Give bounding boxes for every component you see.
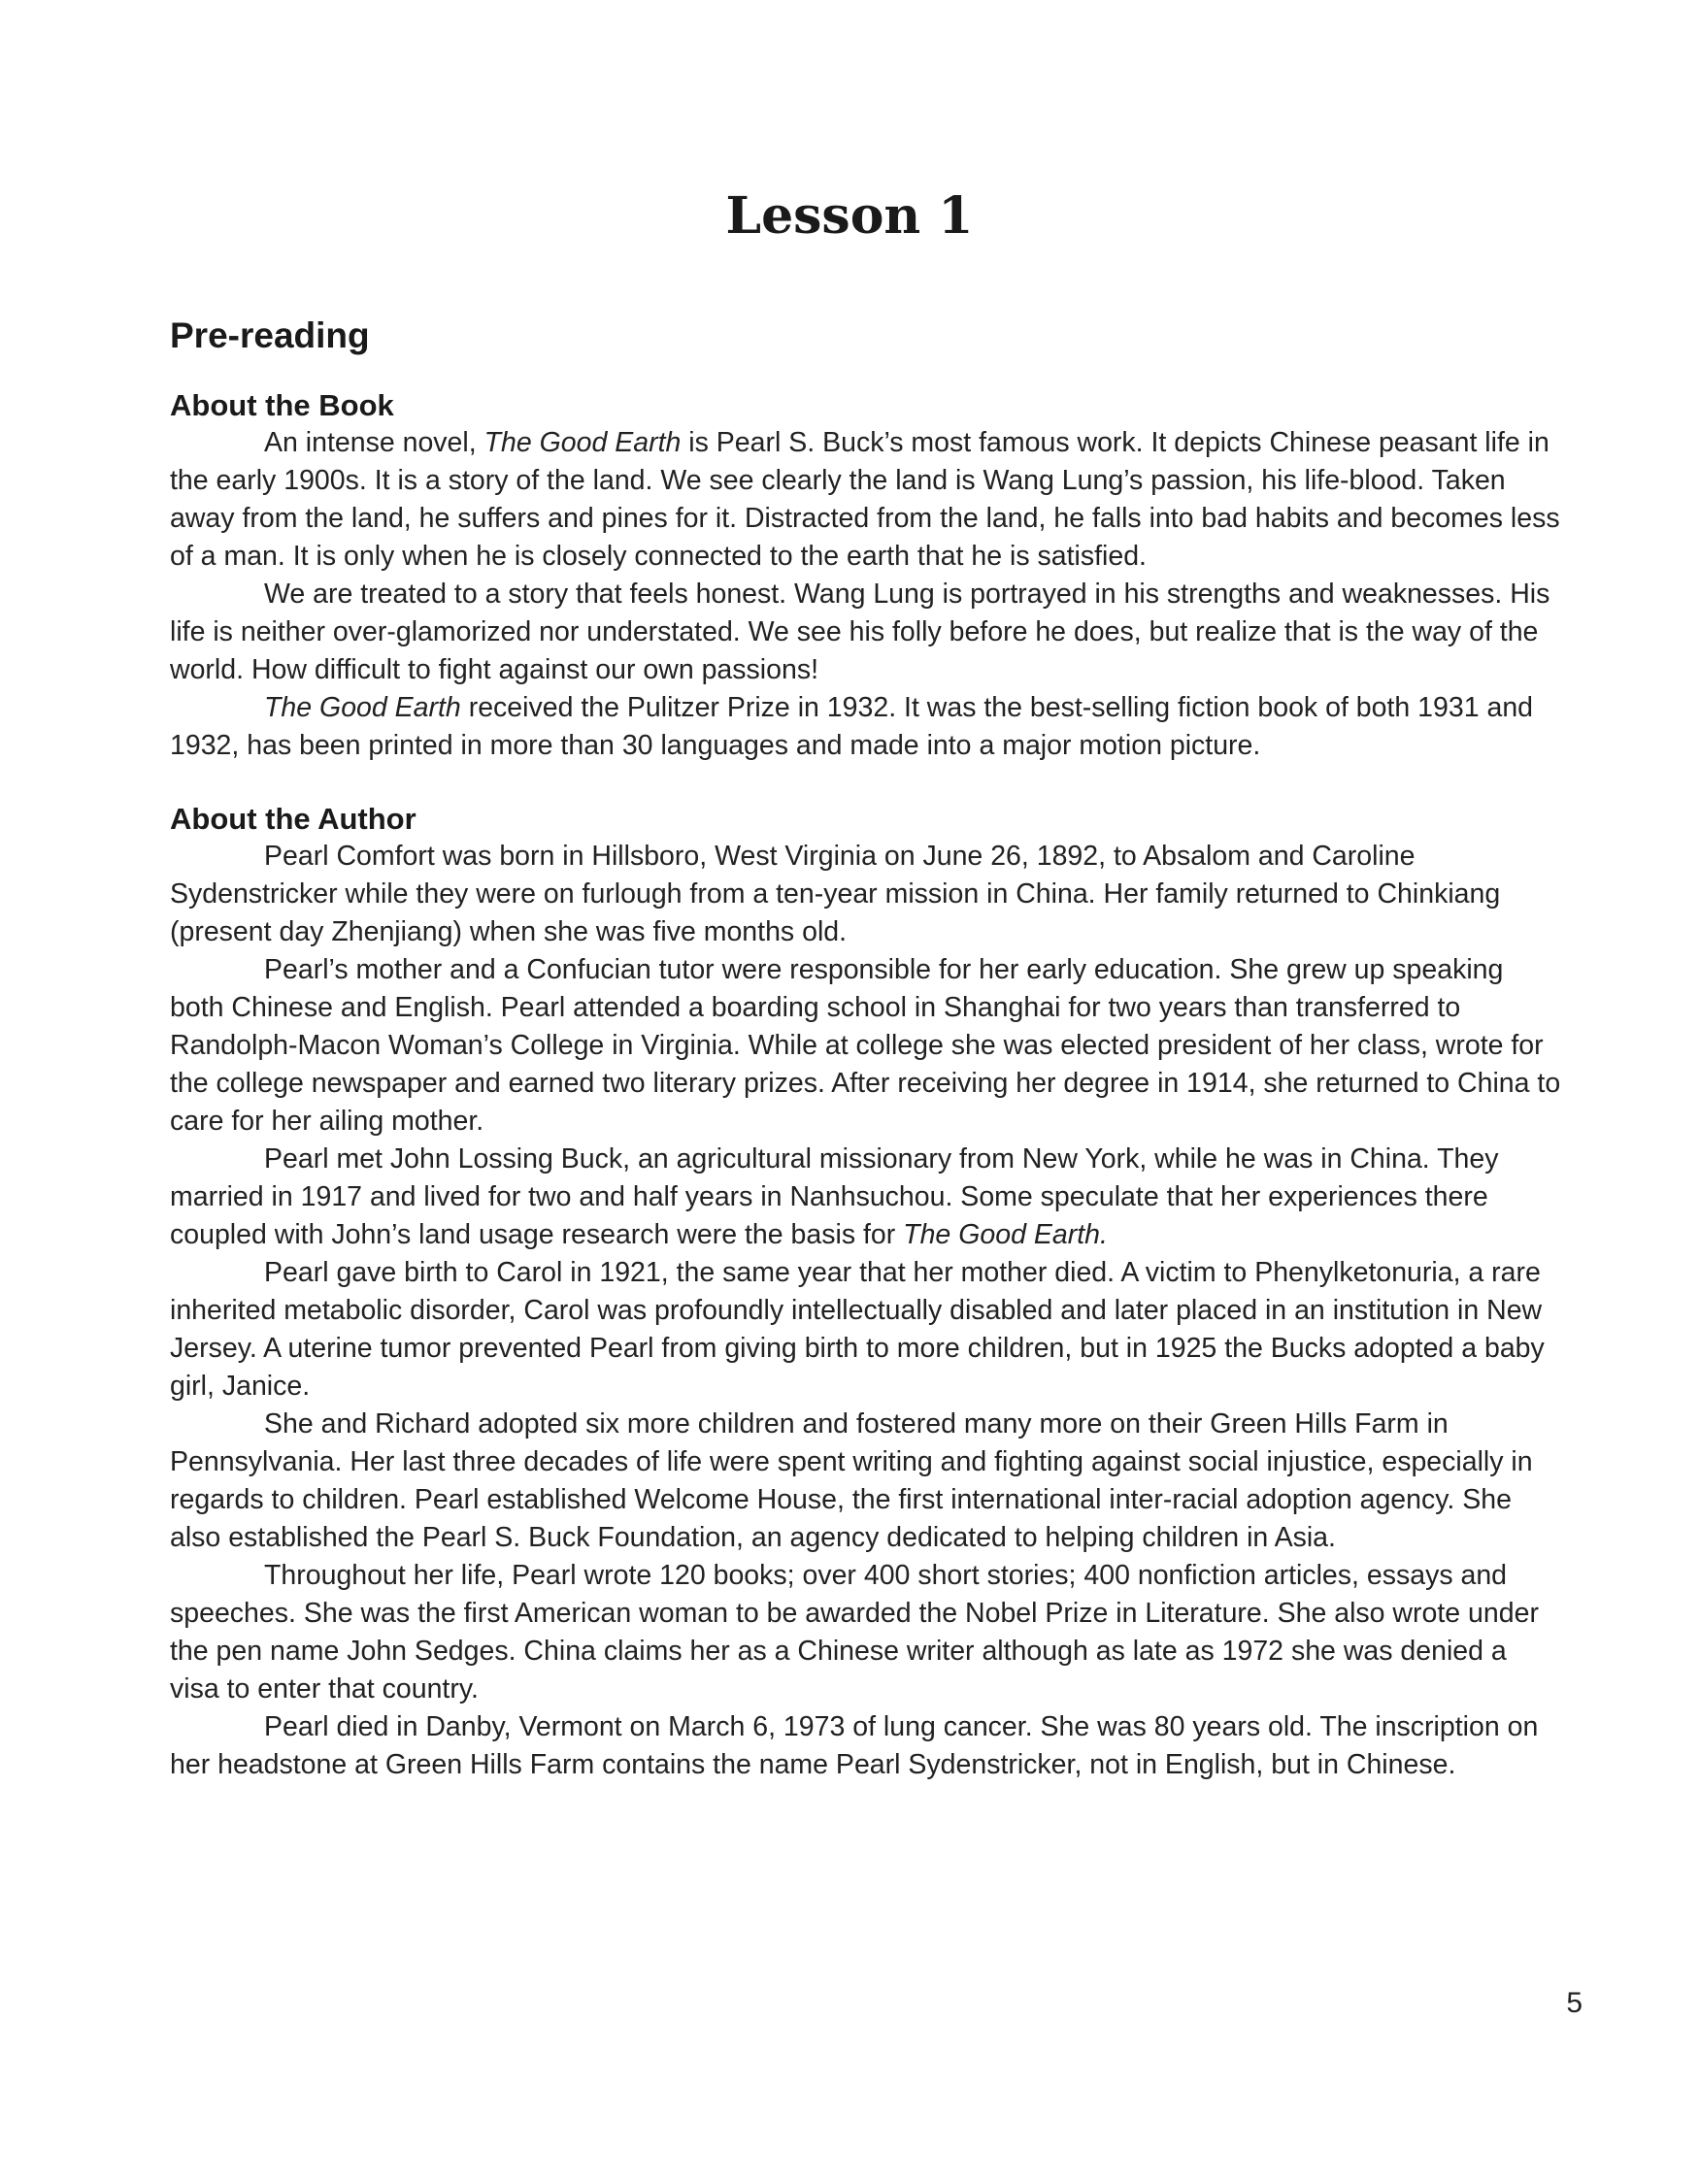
- author-paragraph-1: Pearl Comfort was born in Hillsboro, West Virginia on June 26, 1892, to Absalom and Caroline Sydenstricker while they were on furlough from a ten-year mission in China. Her family returned to Chinkiang (present day Zhenjiang) when she was five months old.: [170, 841, 1501, 947]
- book-title-italic: The Good Earth: [483, 427, 682, 458]
- about-book-heading: About the Book: [170, 388, 394, 422]
- book-p1-lead: An intense novel,: [264, 427, 484, 458]
- book-title-italic: The Good Earth: [264, 692, 461, 723]
- about-author-heading: About the Author: [170, 802, 416, 836]
- book-paragraph-3: [170, 689, 1563, 765]
- lesson-title: Lesson 1: [725, 186, 974, 246]
- page-content: [170, 309, 1563, 1784]
- author-paragraph-3: [170, 1141, 1563, 1254]
- page-number: 5: [1566, 1987, 1582, 2019]
- book-title-italic: The Good Earth.: [903, 1219, 1108, 1250]
- author-p3-lead: Pearl met John Lossing Buck, an agricultural missionary from New York, while he was in China. They married in 1917 and lived for two and half years in Nanhsuchou. Some speculate that her experiences there coupled with John’s land usage research were the basis for: [170, 1143, 1499, 1250]
- author-paragraph-4: Pearl gave birth to Carol in 1921, the same year that her mother died. A victim to Phenylketonuria, a rare inherited metabolic disorder, Carol was profoundly intellectually disabled and later placed in an institution in New Jersey. A uterine tumor prevented Pearl from giving birth to more children, but in 1925 the Bucks adopted a baby girl, Janice.: [170, 1257, 1545, 1402]
- book-p3-rest: received the Pulitzer Prize in 1932. It was the best-selling fiction book of both 1931 and 1932, has been printed in more than 30 languages and made into a major motion picture.: [170, 692, 1534, 761]
- book-p1-rest: is Pearl S. Buck’s most famous work. It depicts Chinese peasant life in the early 1900s. It is a story of the land. We see clearly the land is Wang Lung’s passion, his life-blood. Taken away from the land, he suffers and pines for it. Distracted from the land, he falls into bad habits and becomes less of a man. It is only when he is closely connected to the earth that he is satisfied.: [170, 427, 1560, 572]
- book-paragraph-1: [170, 424, 1563, 576]
- section-heading: Pre-reading: [170, 315, 370, 355]
- author-paragraph-7: Pearl died in Danby, Vermont on March 6, 1973 of lung cancer. She was 80 years old. The inscription on her headstone at Green Hills Farm contains the name Pearl Sydenstricker, not in English, but in Chinese.: [170, 1711, 1539, 1780]
- author-paragraph-5: She and Richard adopted six more children and fostered many more on their Green Hills Farm in Pennsylvania. Her last three decades of life were spent writing and fighting against social injustice, especially in regards to children. Pearl established Welcome House, the first international inter-racial adoption agency. She also established the Pearl S. Buck Foundation, an agency dedicated to helping children in Asia.: [170, 1408, 1533, 1553]
- book-paragraph-2: We are treated to a story that feels honest. Wang Lung is portrayed in his strengths and weaknesses. His life is neither over-glamorized nor understated. We see his folly before he does, but realize that is the way of the world. How difficult to fight against our own passions!: [170, 579, 1550, 685]
- author-paragraph-6: Throughout her life, Pearl wrote 120 books; over 400 short stories; 400 nonfiction articles, essays and speeches. She was the first American woman to be awarded the Nobel Prize in Literature. She also wrote under the pen name John Sedges. China claims her as a Chinese writer although as late as 1972 she was denied a visa to enter that country.: [170, 1560, 1539, 1704]
- author-paragraph-2: Pearl’s mother and a Confucian tutor were responsible for her early education. She grew up speaking both Chinese and English. Pearl attended a boarding school in Shanghai for two years than transferred to Randolph-Macon Woman’s College in Virginia. While at college she was elected president of her class, wrote for the college newspaper and earned two literary prizes. After receiving her degree in 1914, she returned to China to care for her ailing mother.: [170, 954, 1561, 1137]
